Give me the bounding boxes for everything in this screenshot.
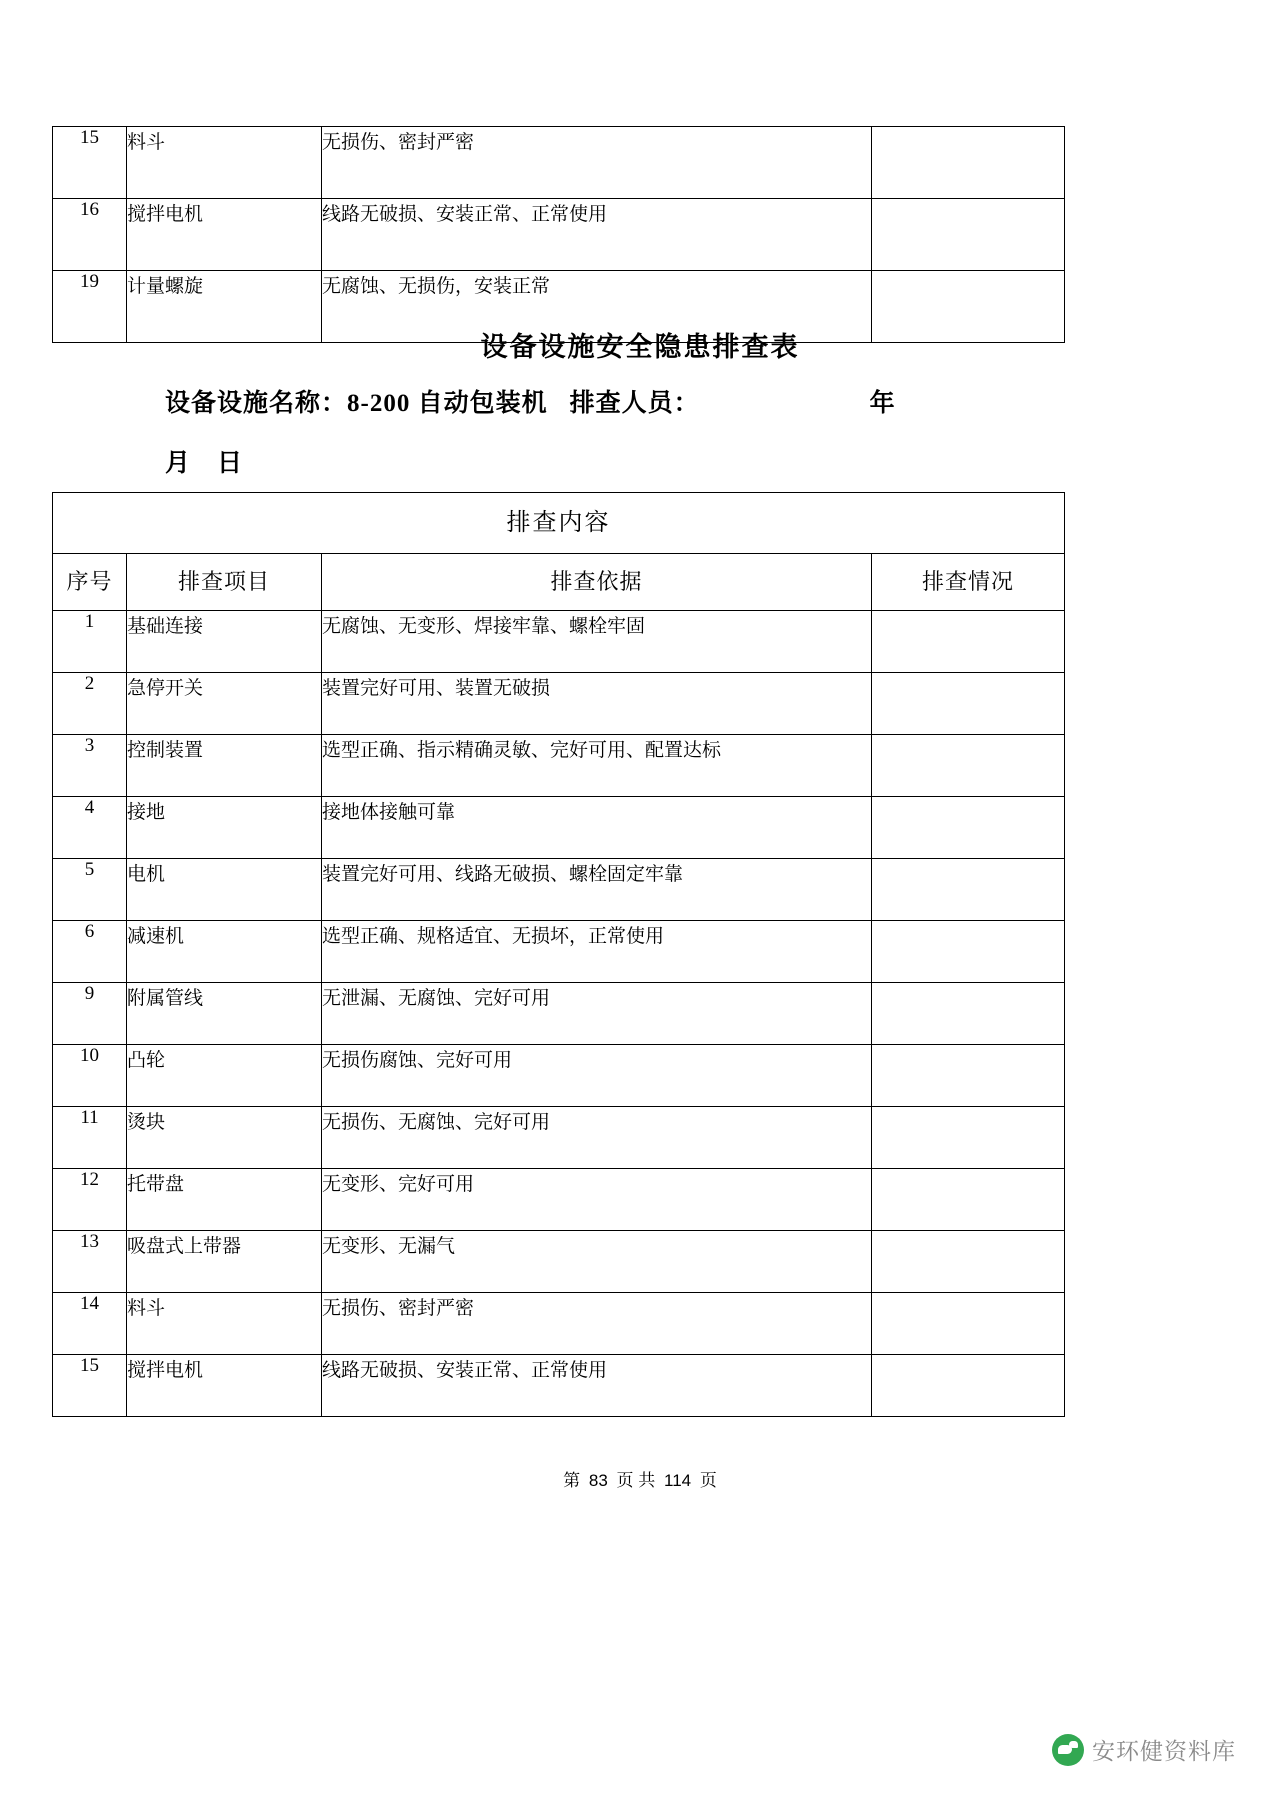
row-number: 15 [53, 127, 127, 199]
row-basis: 无损伤、无腐蚀、完好可用 [322, 1107, 872, 1169]
row-number: 1 [53, 611, 127, 673]
top-partial-table [52, 126, 1064, 343]
row-number: 11 [53, 1107, 127, 1169]
table-banner: 排查内容 [53, 493, 1065, 554]
row-item: 托带盘 [127, 1169, 322, 1231]
table-banner-row [53, 493, 1065, 554]
row-result [872, 1045, 1065, 1107]
row-result [872, 1169, 1065, 1231]
page-footer [0, 1466, 1280, 1491]
row-item: 电机 [127, 859, 322, 921]
row-number: 6 [53, 921, 127, 983]
row-item: 减速机 [127, 921, 322, 983]
row-basis: 无腐蚀、无损伤，安装正常 [322, 271, 872, 343]
row-result [872, 611, 1065, 673]
page-title: 设备设施安全隐患排查表 [480, 332, 800, 362]
table-row [53, 797, 1065, 859]
row-number: 3 [53, 735, 127, 797]
row-item: 吸盘式上带器 [127, 1231, 322, 1293]
row-item: 烫块 [127, 1107, 322, 1169]
inspection-table [52, 492, 1064, 1417]
table-row [53, 1355, 1065, 1417]
row-item: 接地 [127, 797, 322, 859]
row-result [872, 127, 1065, 199]
table-header-row [53, 554, 1065, 611]
row-item: 基础连接 [127, 611, 322, 673]
row-result [872, 1231, 1065, 1293]
row-result [872, 1355, 1065, 1417]
table-row [53, 1231, 1065, 1293]
table-row [53, 859, 1065, 921]
row-basis: 装置完好可用、装置无破损 [322, 673, 872, 735]
row-basis: 接地体接触可靠 [322, 797, 872, 859]
table-row [53, 1045, 1065, 1107]
column-header-result: 排查情况 [872, 554, 1065, 611]
row-item: 搅拌电机 [127, 199, 322, 271]
row-basis: 线路无破损、安装正常、正常使用 [322, 199, 872, 271]
subtitle-line-2 [165, 443, 243, 479]
row-number: 4 [53, 797, 127, 859]
footer-middle: 页 共 [616, 1471, 656, 1490]
row-item: 搅拌电机 [127, 1355, 322, 1417]
row-item: 料斗 [127, 1293, 322, 1355]
column-header-item: 排查项目 [127, 554, 322, 611]
label-inspector: 排查人员： [569, 390, 700, 417]
row-basis: 无变形、完好可用 [322, 1169, 872, 1231]
row-result [872, 735, 1065, 797]
table-row [53, 127, 1065, 199]
table-row [53, 1293, 1065, 1355]
column-header-basis: 排查依据 [322, 554, 872, 611]
row-basis: 无损伤、密封严密 [322, 127, 872, 199]
row-number: 13 [53, 1231, 127, 1293]
row-number: 2 [53, 673, 127, 735]
row-result [872, 199, 1065, 271]
table-row [53, 1107, 1065, 1169]
row-number: 9 [53, 983, 127, 1045]
row-result [872, 1107, 1065, 1169]
label-equipment-name: 设备设施名称： [165, 390, 348, 417]
footer-prefix: 第 [563, 1471, 581, 1490]
row-basis: 无变形、无漏气 [322, 1231, 872, 1293]
row-basis: 线路无破损、安装正常、正常使用 [322, 1355, 872, 1417]
wechat-icon [1052, 1734, 1084, 1766]
row-result [872, 1293, 1065, 1355]
row-basis: 无损伤腐蚀、完好可用 [322, 1045, 872, 1107]
equipment-name-value: 8-200 自动包装机 [347, 390, 548, 417]
label-month: 月 [165, 450, 192, 477]
table-row [53, 673, 1065, 735]
row-number: 10 [53, 1045, 127, 1107]
table-row [53, 1169, 1065, 1231]
table-row [53, 735, 1065, 797]
row-number: 15 [53, 1355, 127, 1417]
row-item: 凸轮 [127, 1045, 322, 1107]
footer-page-number: 83 [588, 1471, 608, 1490]
table-row [53, 983, 1065, 1045]
row-result [872, 859, 1065, 921]
row-basis: 装置完好可用、线路无破损、螺栓固定牢靠 [322, 859, 872, 921]
row-result [872, 983, 1065, 1045]
row-item: 附属管线 [127, 983, 322, 1045]
subtitle-line-1 [165, 383, 1125, 419]
row-basis: 无腐蚀、无变形、焊接牢靠、螺栓牢固 [322, 611, 872, 673]
watermark [1052, 1733, 1236, 1766]
watermark-label: 安环健资料库 [1092, 1738, 1236, 1764]
footer-suffix: 页 [699, 1471, 717, 1490]
row-result [872, 921, 1065, 983]
row-result [872, 673, 1065, 735]
row-number: 14 [53, 1293, 127, 1355]
row-number: 16 [53, 199, 127, 271]
row-number: 5 [53, 859, 127, 921]
footer-total-pages: 114 [664, 1471, 692, 1490]
row-basis: 无损伤、密封严密 [322, 1293, 872, 1355]
row-basis: 选型正确、规格适宜、无损坏，正常使用 [322, 921, 872, 983]
row-item: 控制装置 [127, 735, 322, 797]
row-item: 计量螺旋 [127, 271, 322, 343]
label-year: 年 [869, 390, 896, 417]
row-result [872, 797, 1065, 859]
row-item: 急停开关 [127, 673, 322, 735]
row-basis: 无泄漏、无腐蚀、完好可用 [322, 983, 872, 1045]
column-header-no: 序号 [53, 554, 127, 611]
row-number: 12 [53, 1169, 127, 1231]
row-number: 19 [53, 271, 127, 343]
table-row [53, 611, 1065, 673]
row-basis: 选型正确、指示精确灵敏、完好可用、配置达标 [322, 735, 872, 797]
table-row [53, 199, 1065, 271]
table-row [53, 921, 1065, 983]
label-day: 日 [217, 450, 244, 477]
row-item: 料斗 [127, 127, 322, 199]
